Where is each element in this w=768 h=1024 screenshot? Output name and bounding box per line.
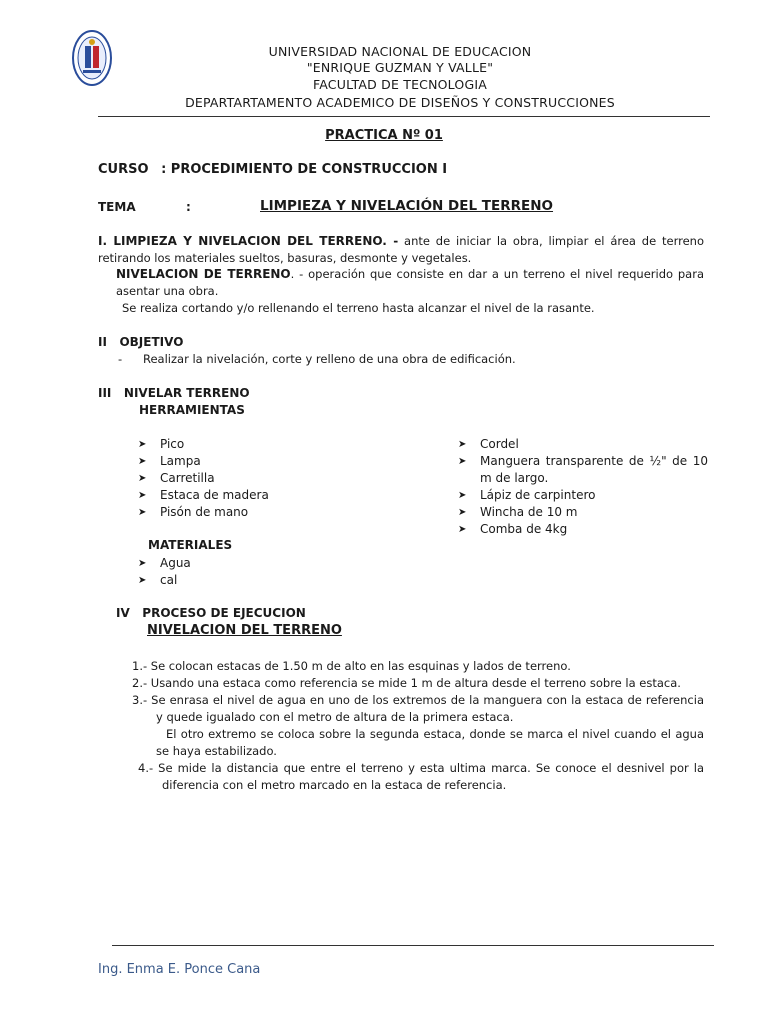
header-subname: "ENRIQUE GUZMAN Y VALLE" bbox=[306, 60, 494, 75]
tema-label: TEMA bbox=[98, 200, 136, 214]
university-seal-icon bbox=[72, 30, 112, 86]
list-item: 2.- Usando una estaca como referencia se mide 1 m de altura desde el terreno sobre la estaca. bbox=[132, 676, 681, 690]
list-item: 3.- Se enrasa el nivel de agua en uno de los extremos de la manguera con la estaca de referencia y quede igualado con el metro de altura de la primera estaca. bbox=[132, 693, 704, 724]
section1-sub-heading: NIVELACION DE TERRENO bbox=[116, 267, 291, 281]
curso-value: : PROCEDIMIENTO DE CONSTRUCCION I bbox=[161, 162, 448, 177]
list-item: ➤ Pisón de mano bbox=[138, 504, 388, 521]
curso-label: CURSO bbox=[98, 162, 149, 177]
list-item: 1.- Se colocan estacas de 1.50 m de alto en las esquinas y lados de terreno. bbox=[132, 659, 571, 673]
list-item: ➤ Comba de 4kg bbox=[458, 521, 708, 538]
list-item: ➤ Manguera transparente de ½" de 10 m de largo. bbox=[458, 453, 708, 487]
list-item: ➤ Carretilla bbox=[138, 470, 388, 487]
section1-sub-text: . - operación que consiste en dar a un terreno el nivel requerido para asentar una obra. bbox=[116, 267, 704, 298]
header-department: DEPARTARTAMENTO ACADEMICO DE DISEÑOS Y CONSTRUCCIONES bbox=[185, 95, 615, 110]
list-item: 4.- Se mide la distancia que entre el terreno y esta ultima marca. Se conoce el desnivel por la diferencia con el metro marcado en la estaca de referencia. bbox=[138, 761, 704, 792]
herramientas-label: HERRAMIENTAS bbox=[139, 403, 245, 417]
practice-title bbox=[0, 128, 768, 143]
header-faculty: FACULTAD DE TECNOLOGIA bbox=[313, 77, 487, 92]
list-item: ➤ Lampa bbox=[138, 453, 388, 470]
practice-title-text: PRACTICA Nº 01 bbox=[325, 128, 443, 143]
footer-rule bbox=[112, 945, 714, 946]
tema-colon: : bbox=[186, 200, 191, 214]
section3-heading: III NIVELAR TERRENO bbox=[98, 386, 250, 400]
section2-item: Realizar la nivelación, corte y relleno de una obra de edificación. bbox=[143, 352, 516, 366]
list-item: ➤ Pico bbox=[138, 436, 388, 453]
section4-heading: IV PROCESO DE EJECUCION bbox=[116, 606, 306, 620]
section1-sub-paragraph bbox=[116, 266, 704, 300]
list-item: ➤ Agua bbox=[138, 555, 338, 572]
section2-dash: - bbox=[118, 352, 123, 366]
list-item: ➤ Lápiz de carpintero bbox=[458, 487, 708, 504]
header-university: UNIVERSIDAD NACIONAL DE EDUCACION bbox=[268, 44, 532, 59]
tema-value: LIMPIEZA Y NIVELACIÓN DEL TERRENO bbox=[260, 198, 554, 214]
materials-list bbox=[138, 555, 338, 589]
curso-row bbox=[98, 162, 447, 177]
tools-right-list bbox=[458, 436, 708, 538]
footer-author: Ing. Enma E. Ponce Cana bbox=[98, 962, 261, 977]
section1-extra: Se realiza cortando y/o rellenando el terreno hasta alcanzar el nivel de la rasante. bbox=[122, 301, 595, 315]
materiales-label: MATERIALES bbox=[148, 538, 233, 552]
list-item: ➤ cal bbox=[138, 572, 338, 589]
list-item: ➤ Wincha de 10 m bbox=[458, 504, 708, 521]
header-rule bbox=[98, 116, 710, 117]
list-item: El otro extremo se coloca sobre la segunda estaca, donde se marca el nivel cuando el agua se haya estabilizado. bbox=[156, 727, 704, 758]
section1-paragraph bbox=[98, 233, 704, 267]
list-item: ➤ Estaca de madera bbox=[138, 487, 388, 504]
section4-subheading: NIVELACION DEL TERRENO bbox=[147, 623, 342, 638]
section1-text: ante de iniciar la obra, limpiar el área de terreno retirando los materiales sueltos, basuras, desmonte y vegetales. bbox=[98, 234, 704, 265]
list-item: ➤ Cordel bbox=[458, 436, 708, 453]
section1-heading: I. LIMPIEZA Y NIVELACION DEL TERRENO. - bbox=[98, 234, 399, 248]
tools-left-list bbox=[138, 436, 388, 521]
section2-heading: II OBJETIVO bbox=[98, 335, 184, 349]
steps-list bbox=[132, 658, 704, 794]
